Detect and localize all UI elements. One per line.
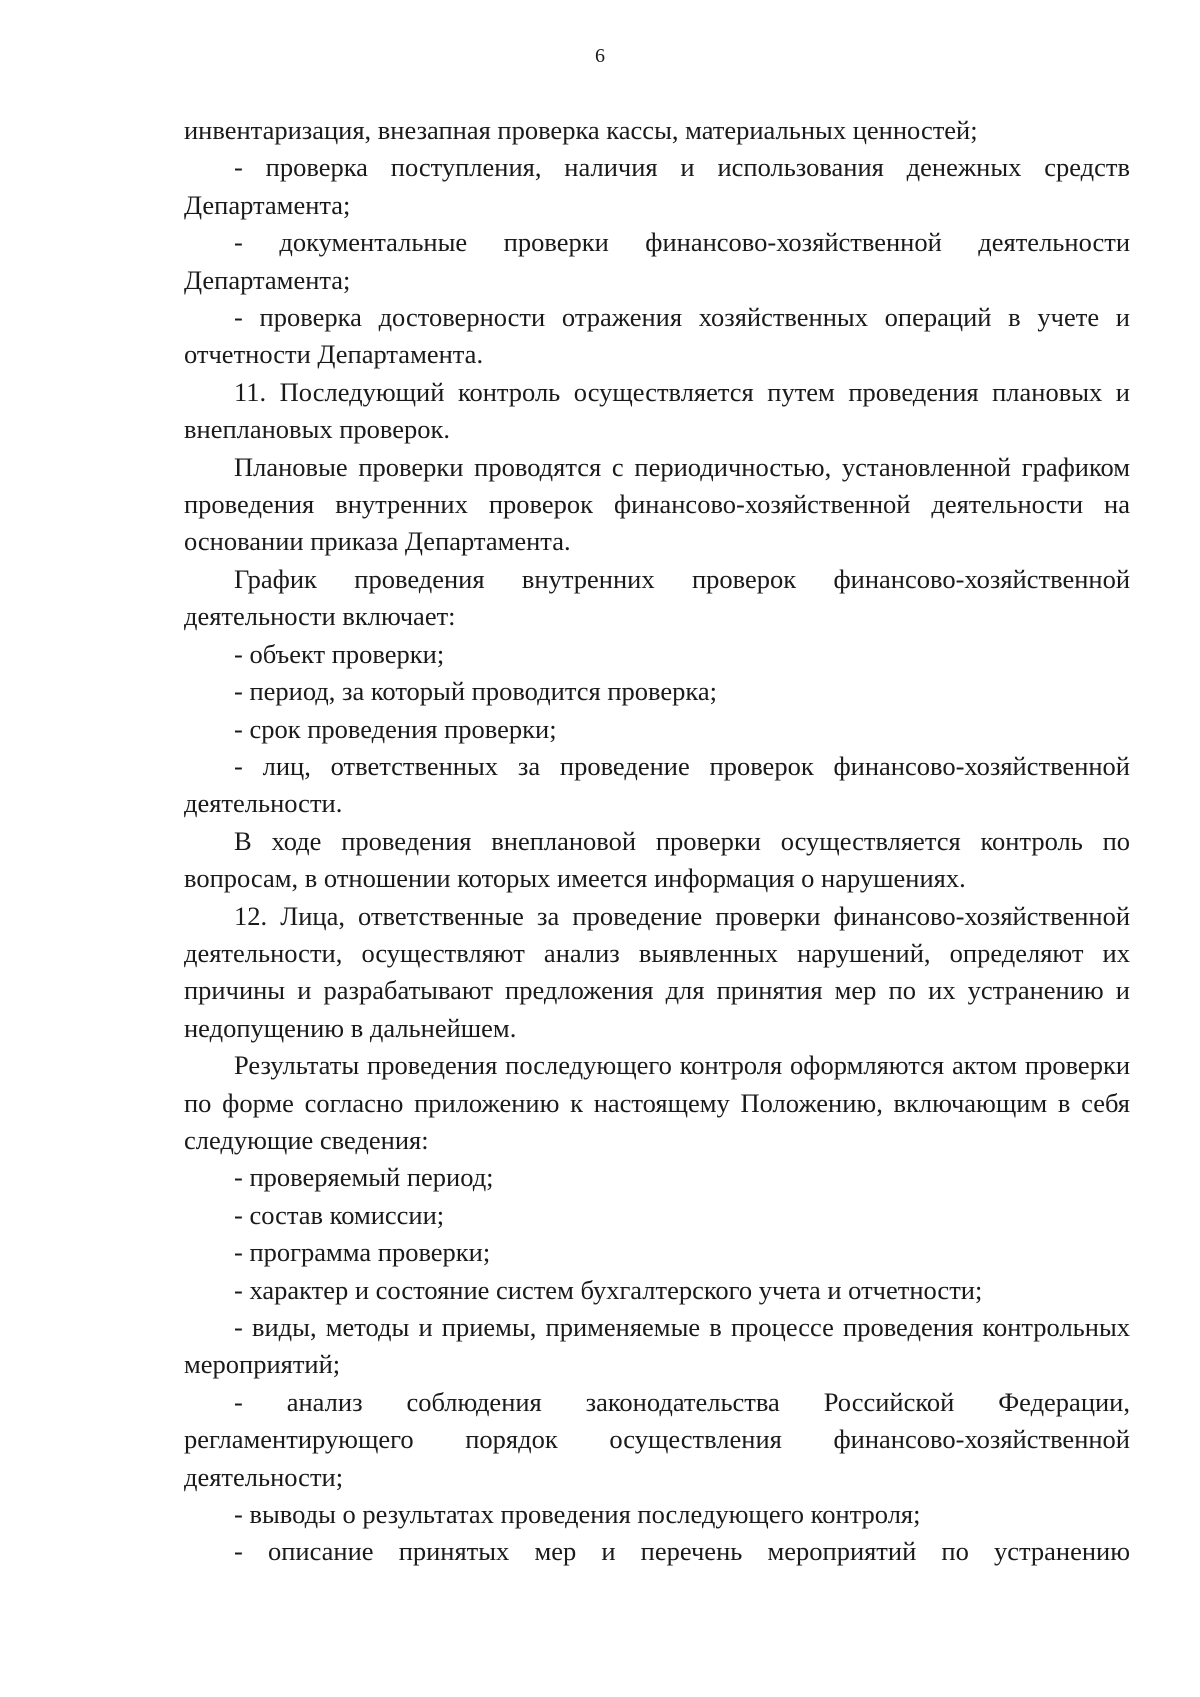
- paragraph-11-subsequent-control: 11. Последующий контроль осуществляется путем проведения плановых и внеплановых проверок.: [184, 376, 1130, 445]
- paragraph-schedule-includes: График проведения внутренних проверок финансово-хозяйственной деятельности включает:: [184, 563, 1130, 632]
- list-item-reliability-check: - проверка достоверности отражения хозяйственных операций в учете и отчетности Департамента.: [184, 302, 1130, 370]
- paragraph-unplanned-check: В ходе проведения внеплановой проверки осуществляется контроль по вопросам, в отношении которых имеется информация о нарушениях.: [184, 825, 1130, 894]
- list-item-documentary-checks: - документальные проверки финансово-хозяйственной деятельности Департамента;: [184, 227, 1130, 295]
- list-item-check-object: - объект проверки;: [234, 638, 445, 669]
- paragraph-12-analysis: 12. Лица, ответственные за проведение проверки финансово-хозяйственной деятельности, осуществляют анализ выявленных нарушений, определяют их причины и разрабатывают предложения для принятия мер по их устранению и недопущению в дальнейшем.: [184, 900, 1130, 1043]
- list-item-check-term: - срок проведения проверки;: [234, 713, 557, 744]
- paragraph-inventory: инвентаризация, внезапная проверка кассы, материальных ценностей;: [184, 115, 978, 145]
- list-item-check-period: - период, за который проводится проверка;: [234, 676, 717, 707]
- list-item-commission: - состав комиссии;: [234, 1199, 445, 1230]
- list-item-audited-period: - проверяемый период;: [234, 1162, 494, 1193]
- paragraph-planned-checks: Плановые проверки проводятся с периодичностью, установленной графиком проведения внутренних проверок финансово-хозяйственной деятельности на основании приказа Департамента.: [184, 451, 1130, 557]
- paragraph-results-act: Результаты проведения последующего контроля оформляются актом проверки по форме согласно приложению к настоящему Положению, включающим в себя следующие сведения:: [184, 1050, 1130, 1155]
- document-body: [184, 112, 1130, 1571]
- list-item-funds-check: - проверка поступления, наличия и использования денежных средств Департамента;: [184, 152, 1130, 220]
- list-item-accounting-systems: - характер и состояние систем бухгалтерского учета и отчетности;: [234, 1274, 983, 1305]
- list-item-conclusions: - выводы о результатах проведения последующего контроля;: [234, 1499, 921, 1530]
- list-item-measures: - описание принятых мер и перечень мероприятий по устранению: [234, 1536, 1130, 1567]
- list-item-methods: - виды, методы и приемы, применяемые в процессе проведения контрольных мероприятий;: [184, 1312, 1130, 1380]
- page-number: 6: [595, 45, 605, 67]
- list-item-responsible-persons: - лиц, ответственных за проведение проверок финансово-хозяйственной деятельности.: [184, 750, 1130, 819]
- list-item-program: - программа проверки;: [234, 1237, 491, 1268]
- list-item-legislation-analysis: - анализ соблюдения законодательства Российской Федерации, регламентирующего порядок осуществления финансово-хозяйственной деятельности;: [184, 1386, 1130, 1492]
